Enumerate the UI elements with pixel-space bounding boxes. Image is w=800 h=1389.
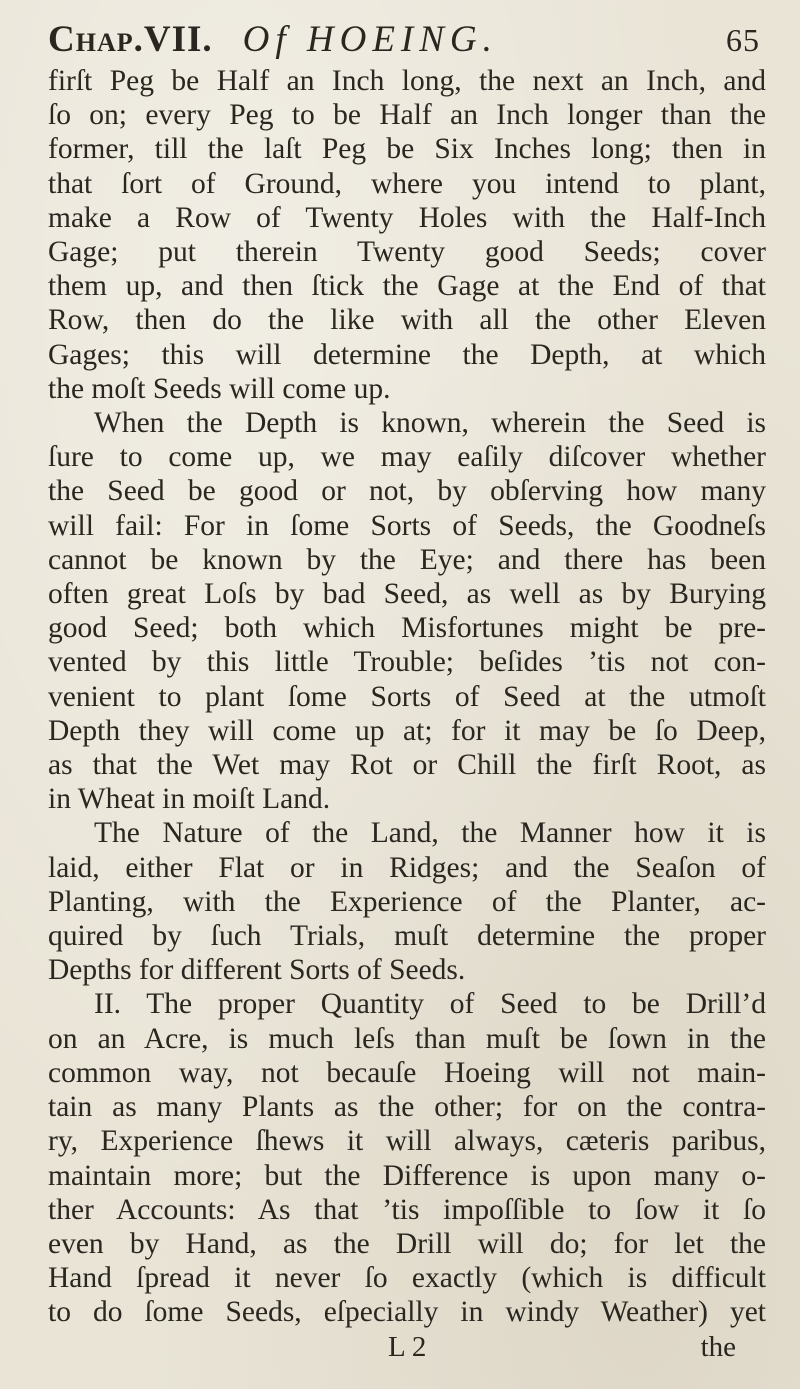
text-line: When the Depth is known, wherein the Seed is bbox=[94, 407, 766, 440]
text-line: ſo on; every Peg to be Half an Inch longer than the bbox=[48, 99, 766, 132]
text-line: Planting, with the Experience of the Planter, ac- bbox=[48, 885, 766, 918]
text-line: them up, and then ſtick the Gage at the End of that bbox=[48, 270, 766, 303]
text-line: to do ſome Seeds, eſpecially in windy Weather) yet bbox=[48, 1296, 766, 1329]
text-line: ther Accounts: As that ’tis impoſſible to ſow it ſo bbox=[48, 1193, 766, 1226]
text-line: the moſt Seeds will come up. bbox=[48, 372, 391, 405]
text-line: that ſort of Ground, where you intend to plant, bbox=[48, 167, 766, 200]
text-line: maintain more; but the Difference is upon many o- bbox=[48, 1159, 766, 1192]
text-line: II. The proper Quantity of Seed to be Drill’d bbox=[94, 988, 766, 1021]
text-line: quired by ſuch Trials, muſt determine the proper bbox=[48, 920, 766, 953]
text-line: firſt Peg be Half an Inch long, the next an Inch, and bbox=[48, 65, 766, 97]
text-line: cannot be known by the Eye; and there has been bbox=[48, 543, 766, 576]
text-line: tain as many Plants as the other; for on the contra- bbox=[48, 1091, 766, 1124]
text-line: Depth they will come up at; for it may be ſo Deep, bbox=[48, 714, 766, 747]
body-text bbox=[48, 64, 766, 1330]
page-footer bbox=[48, 1330, 766, 1364]
text-line: will fail: For in ſome Sorts of Seeds, the Goodneſs bbox=[48, 509, 766, 542]
text-line: in Wheat in moiſt Land. bbox=[48, 783, 331, 816]
text-line: laid, either Flat or in Ridges; and the Seaſon of bbox=[48, 851, 766, 884]
text-line: Gage; put therein Twenty good Seeds; cover bbox=[48, 236, 766, 269]
text-line: even by Hand, as the Drill will do; for let the bbox=[48, 1227, 766, 1260]
page-number: 65 bbox=[726, 22, 760, 58]
text-line: common way, not becauſe Hoeing will not main- bbox=[48, 1056, 766, 1089]
text-line: former, till the laſt Peg be Six Inches long; then in bbox=[48, 133, 766, 166]
running-head bbox=[48, 20, 766, 60]
signature-mark: L 2 bbox=[388, 1330, 427, 1363]
text-line: Hand ſpread it never ſo exactly (which is difficult bbox=[48, 1262, 766, 1295]
chapter-heading: Chap.VII. bbox=[48, 19, 213, 60]
text-line: on an Acre, is much leſs than muſt be ſown in the bbox=[48, 1022, 766, 1055]
text-line: Depths for different Sorts of Seeds. bbox=[48, 954, 466, 987]
text-line: ry, Experience ſhews it will always, cæteris paribus, bbox=[48, 1125, 766, 1158]
text-line: vented by this little Trouble; beſides ’tis not con- bbox=[48, 646, 766, 679]
text-line: The Nature of the Land, the Manner how it is bbox=[94, 817, 766, 850]
text-line: the Seed be good or not, by obſerving how many bbox=[48, 475, 766, 508]
text-line: Gages; this will determine the Depth, at which bbox=[48, 338, 766, 371]
text-line: often great Loſs by bad Seed, as well as by Burying bbox=[48, 578, 766, 611]
section-title: Of HOEING. bbox=[242, 19, 498, 60]
text-line: make a Row of Twenty Holes with the Half-Inch bbox=[48, 201, 766, 234]
text-line: venient to plant ſome Sorts of Seed at the utmoſt bbox=[48, 680, 766, 713]
text-line: ſure to come up, we may eaſily diſcover whether bbox=[48, 441, 766, 474]
catchword: the bbox=[700, 1330, 736, 1363]
text-line: good Seed; both which Misfortunes might be pre- bbox=[48, 612, 766, 645]
text-line: Row, then do the like with all the other Eleven bbox=[48, 304, 766, 337]
text-line: as that the Wet may Rot or Chill the firſt Root, as bbox=[48, 749, 766, 782]
